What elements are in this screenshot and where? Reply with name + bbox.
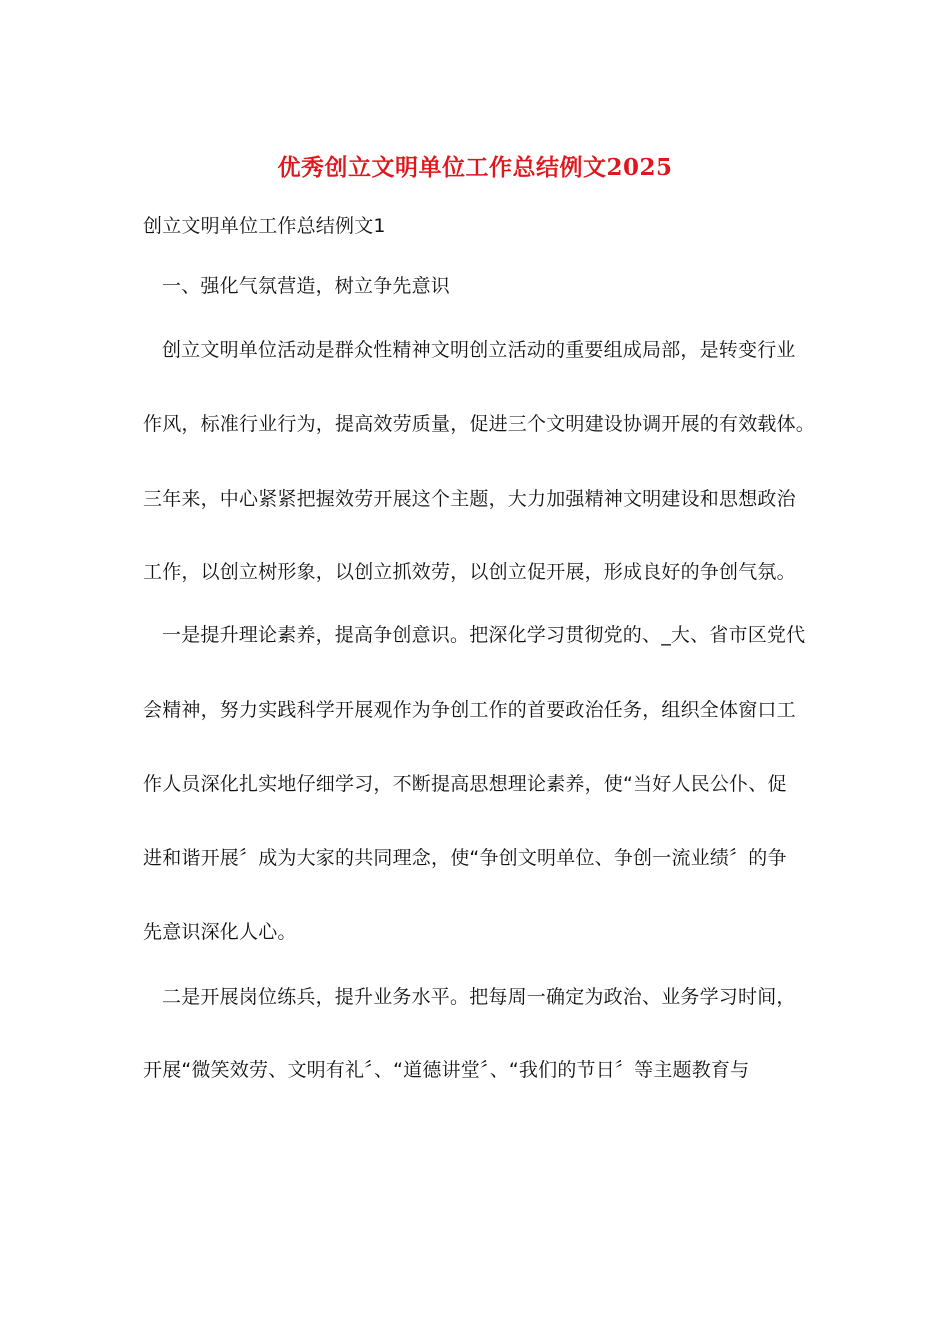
paragraph-line: 先意识深化人心。: [143, 921, 297, 943]
paragraph-line: 开展“微笑效劳、文明有礼〞、“道德讲堂〞、“我们的节日〞等主题教育与: [143, 1059, 750, 1081]
paragraph-line: 一是提升理论素养，提高争创意识。把深化学习贯彻党的、_大、省市区党代: [162, 624, 806, 646]
paragraph-line: 作人员深化扎实地仔细学习，不断提高思想理论素养，使“当好人民公仆、促: [143, 773, 787, 795]
paragraph-line: 创立文明单位活动是群众性精神文明创立活动的重要组成局部，是转变行业: [162, 339, 796, 361]
paragraph-line: 三年来，中心紧紧把握效劳开展这个主题，大力加强精神文明建设和思想政治: [143, 488, 796, 510]
section-heading: 创立文明单位工作总结例文1: [143, 215, 386, 237]
paragraph-line: 工作，以创立树形象，以创立抓效劳，以创立促开展，形成良好的争创气氛。: [143, 561, 796, 583]
paragraph-line: 作风，标准行业行为，提高效劳质量，促进三个文明建设协调开展的有效载体。: [143, 413, 816, 435]
document-title: 优秀创立文明单位工作总结例文2025: [277, 154, 673, 181]
paragraph-line: 进和谐开展〞成为大家的共同理念，使“争创文明单位、争创一流业绩〞的争: [143, 847, 787, 869]
paragraph-line: 二是开展岗位练兵，提升业务水平。把每周一确定为政治、业务学习时间，: [162, 986, 796, 1008]
subsection-heading: 一、强化气氛营造，树立争先意识: [162, 275, 451, 297]
paragraph-line: 会精神，努力实践科学开展观作为争创工作的首要政治任务，组织全体窗口工: [143, 699, 796, 721]
